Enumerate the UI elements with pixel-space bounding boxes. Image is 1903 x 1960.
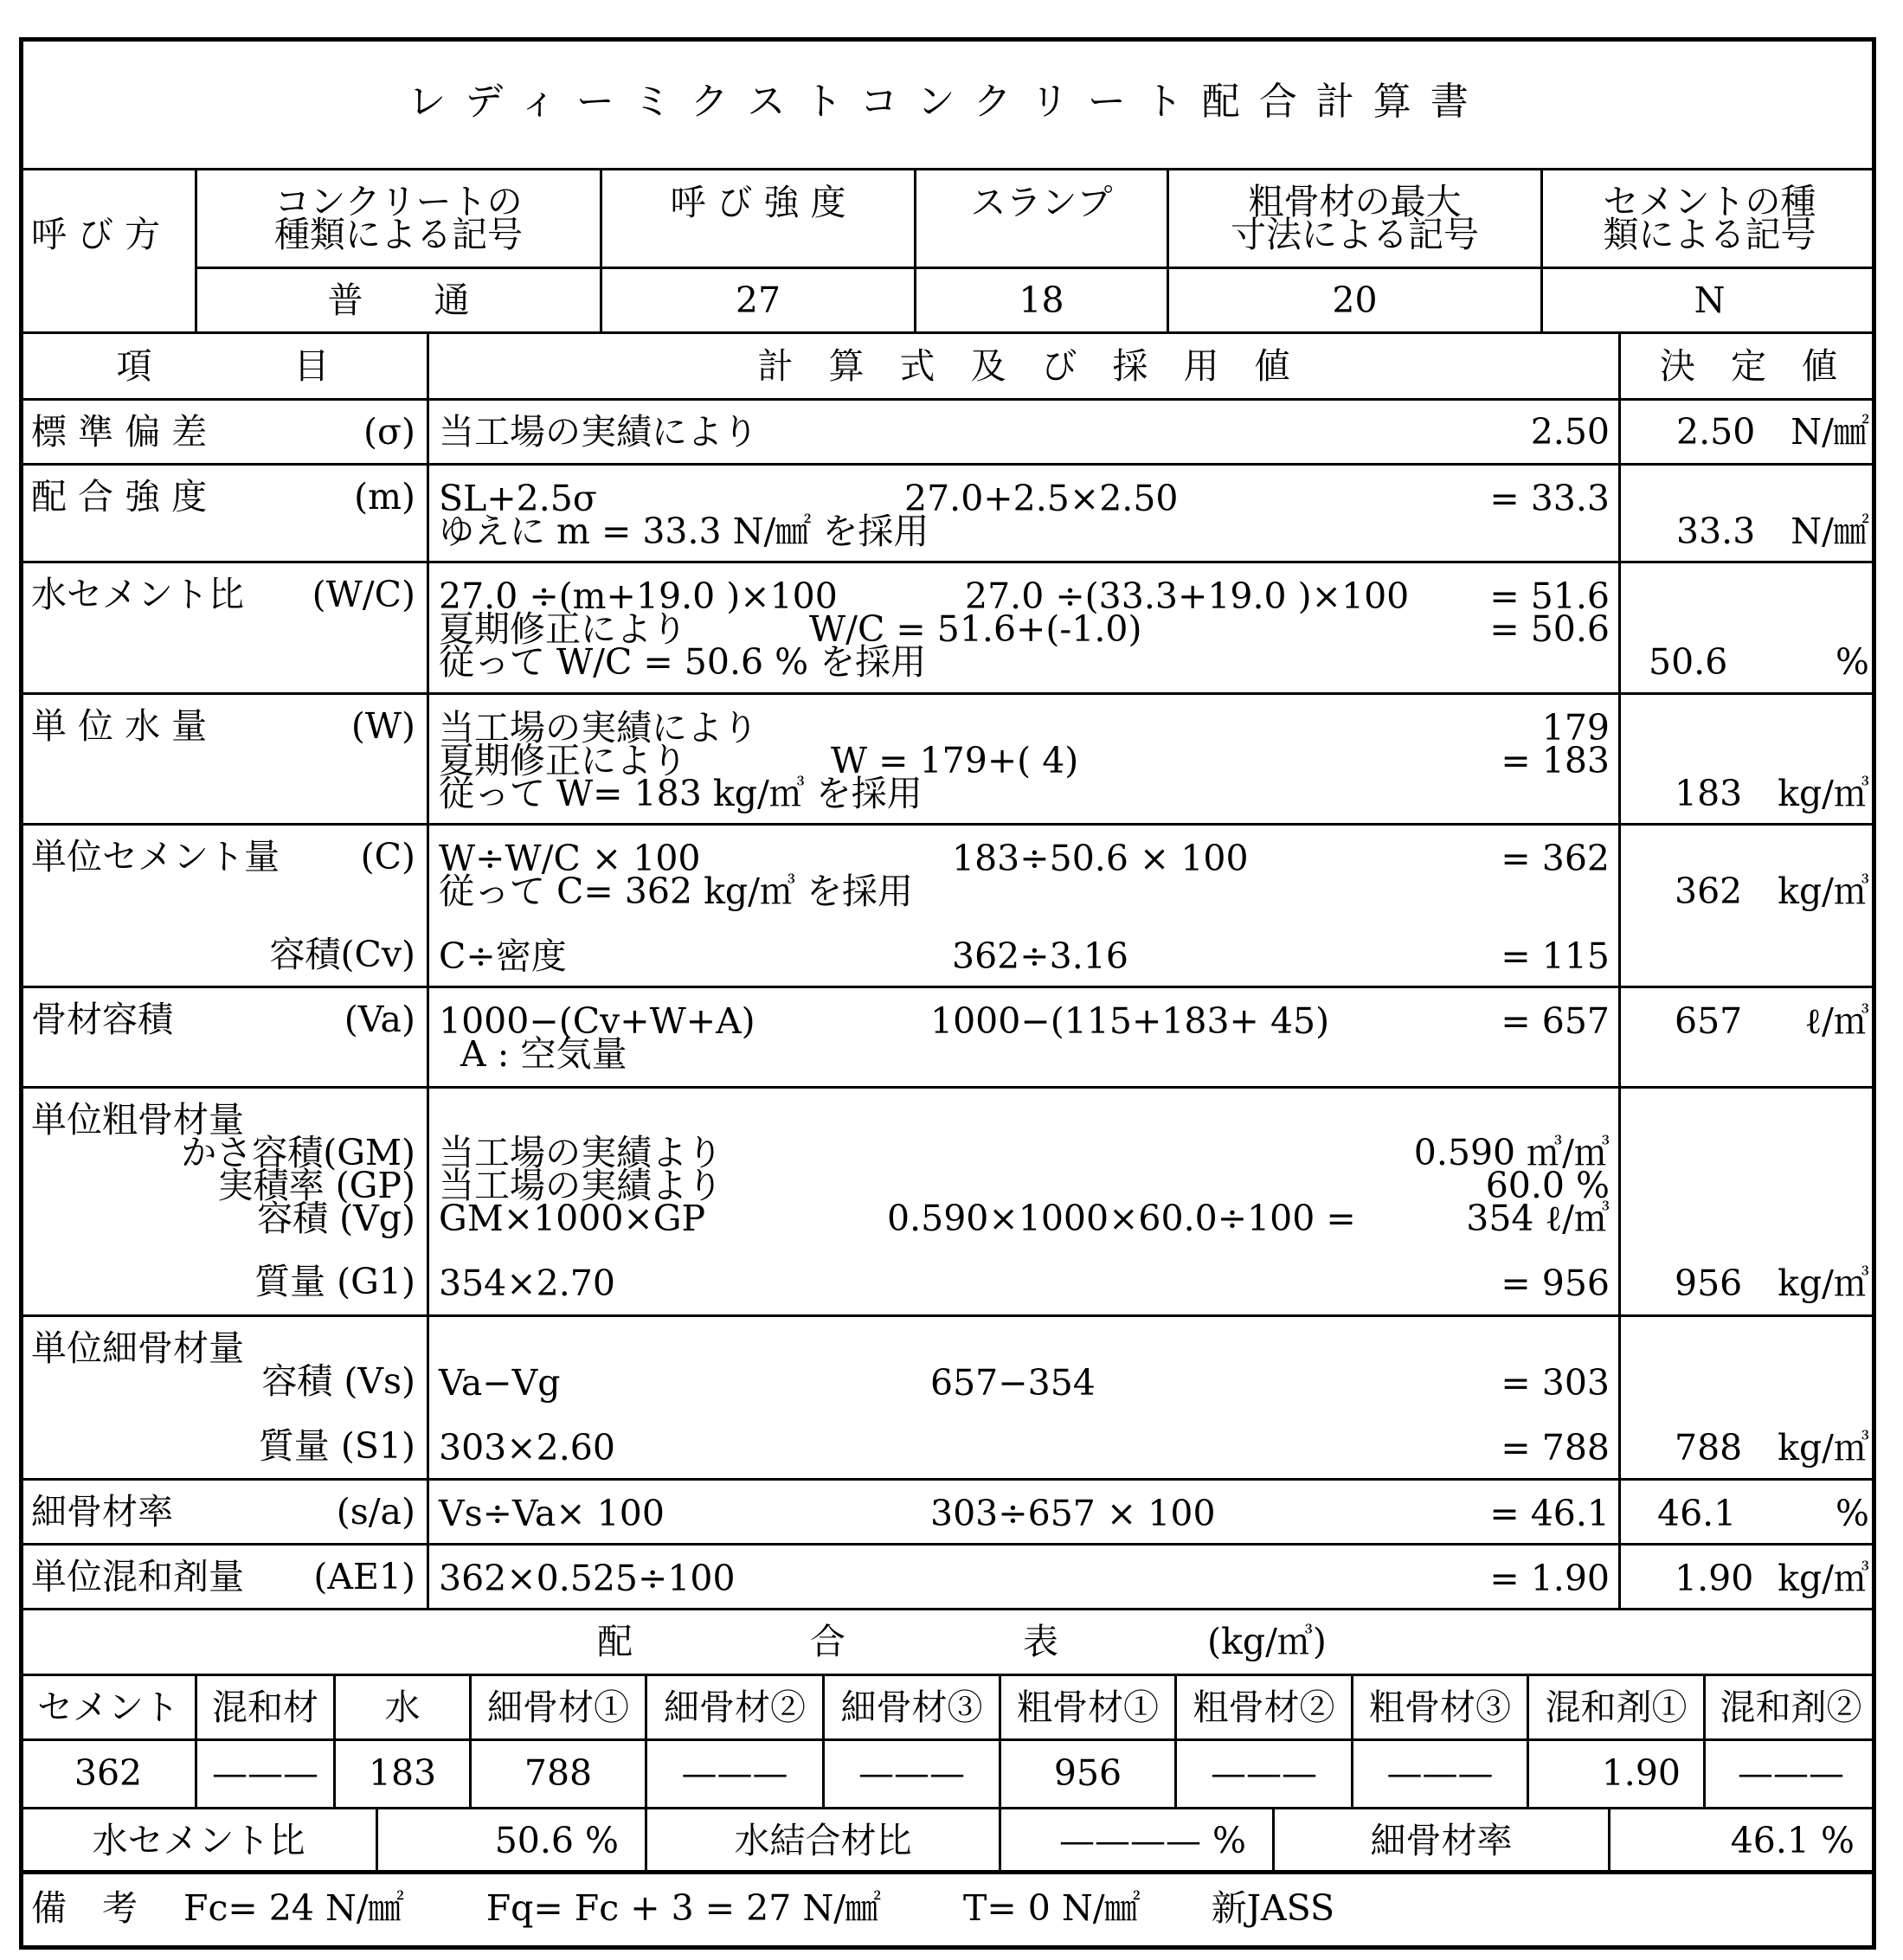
- c-formula: W÷W/C × 100: [439, 838, 701, 879]
- g1-text: 354×2.70: [439, 1263, 615, 1304]
- sigma-symbol: (σ): [363, 411, 415, 453]
- s1-text: 303×2.60: [439, 1427, 615, 1468]
- cv-value: = 115: [1501, 935, 1610, 977]
- c-value: = 362: [1501, 838, 1610, 879]
- formula-header: 計 算 式 及 び 採 用 値: [757, 345, 1290, 387]
- c-calc: 183÷50.6 × 100: [952, 838, 1249, 879]
- va-symbol: (Va): [344, 999, 415, 1040]
- sigma-decided: 2.50 N/㎟: [1676, 411, 1869, 453]
- summary-wc-label: 水セメント比: [92, 1820, 305, 1861]
- ae-symbol: (AE1): [313, 1556, 415, 1597]
- mix-header: 混和剤②: [1720, 1687, 1862, 1728]
- sa-calc: 303÷657 × 100: [930, 1493, 1216, 1534]
- g-decided-unit: kg/㎥: [1778, 1263, 1869, 1304]
- agg-header-1: 粗骨材の最大: [1248, 181, 1462, 222]
- w-symbol: (W): [350, 705, 415, 747]
- cement-header-2: 類による記号: [1603, 214, 1816, 255]
- w-decided-value: 183: [1675, 773, 1743, 814]
- cement-value: N: [1694, 280, 1726, 321]
- mix-header: 細骨材①: [487, 1687, 629, 1728]
- slump-value: 18: [1019, 280, 1064, 321]
- m-symbol: (m): [354, 476, 415, 517]
- summary-wb-value: ———— %: [1059, 1820, 1246, 1861]
- wc-formula: 27.0 ÷(m+19.0 )×100: [439, 575, 838, 617]
- c-decided-unit: kg/㎥: [1778, 871, 1869, 912]
- m-value: = 33.3: [1489, 478, 1610, 519]
- cv-calc: 362÷3.16: [952, 935, 1128, 977]
- ae-decided-unit: kg/㎥: [1778, 1558, 1869, 1599]
- c-decided-value: 362: [1675, 871, 1743, 912]
- sigma-text: 当工場の実績により: [439, 411, 758, 453]
- w-summer-calc: W = 179+( 4): [831, 740, 1079, 781]
- wc-adopt: 従って W/C = 50.6 % を採用: [439, 641, 927, 683]
- gp-value: 60.0 %: [1485, 1165, 1610, 1206]
- s1-value: = 788: [1501, 1427, 1610, 1468]
- w-decided-unit: kg/㎥: [1778, 773, 1869, 814]
- slump-header: スランプ: [970, 182, 1113, 223]
- sigma-label: 標 準 偏 差: [31, 411, 208, 453]
- vg-text: GM×1000×GP: [439, 1198, 706, 1239]
- mix-value: ———: [681, 1752, 788, 1794]
- sa-decided-value: 46.1: [1657, 1493, 1737, 1534]
- summary-wb-label: 水結合材比: [734, 1820, 912, 1861]
- gm-text: 当工場の実績より: [439, 1132, 723, 1173]
- mix-value: 788: [524, 1752, 593, 1794]
- mix-header: 混和剤①: [1545, 1687, 1688, 1728]
- decided-header: 決 定 値: [1660, 345, 1837, 387]
- s-decided-value: 788: [1675, 1427, 1743, 1468]
- gm-label: かさ容積(GM): [181, 1132, 415, 1173]
- c-symbol: (C): [360, 836, 415, 877]
- w-text: 当工場の実績により: [439, 707, 758, 749]
- agg-value: 20: [1332, 280, 1378, 321]
- mix-value: ———: [858, 1752, 965, 1794]
- m-calc: 27.0+2.5×2.50: [904, 478, 1179, 519]
- gp-text: 当工場の実績より: [439, 1165, 723, 1206]
- va-label: 骨材容積: [31, 999, 173, 1040]
- notes-text: Fc= 24 N/㎟ Fq= Fc + 3 = 27 N/㎟ T= 0 N/㎟ 新JASS: [183, 1887, 1335, 1929]
- ae-formula: 362×0.525÷100: [439, 1558, 736, 1599]
- summary-wc-value: 50.6 %: [494, 1820, 619, 1861]
- strength-header: 呼 び 強 度: [670, 182, 846, 223]
- sa-label: 細骨材率: [31, 1491, 173, 1533]
- wc-summer-text: 夏期修正により: [439, 608, 687, 650]
- sa-formula: Vs÷Va× 100: [439, 1493, 665, 1534]
- page-title: レディーミクストコンクリート配合計算書: [408, 80, 1488, 124]
- wc-calc: 27.0 ÷(33.3+19.0 )×100: [965, 575, 1410, 617]
- vs-value: = 303: [1501, 1362, 1610, 1404]
- kind-header-1: コンクリートの: [274, 181, 523, 222]
- w-summer-value: = 183: [1501, 740, 1610, 781]
- m-label: 配 合 強 度: [31, 476, 208, 517]
- mix-header: 混和材: [212, 1687, 318, 1728]
- s-decided-unit: kg/㎥: [1778, 1427, 1869, 1468]
- sa-decided-unit: %: [1835, 1493, 1869, 1534]
- g1-value: = 956: [1501, 1263, 1610, 1304]
- mix-calculation-sheet: [19, 37, 1876, 1950]
- wc-decided-value: 50.6: [1649, 641, 1728, 683]
- s1-label: 質量 (S1): [258, 1425, 415, 1467]
- wc-summer-calc: W/C = 51.6+(-1.0): [809, 608, 1142, 650]
- cement-header-1: セメントの種: [1603, 181, 1816, 222]
- sa-value: = 46.1: [1489, 1493, 1610, 1534]
- kind-header-2: 種類による記号: [274, 214, 523, 255]
- vs-label: 容積 (Vs): [261, 1360, 415, 1402]
- vg-label: 容積 (Vg): [257, 1198, 415, 1239]
- vg-calc: 0.590×1000×60.0÷100 =: [887, 1198, 1356, 1239]
- m-formula: SL+2.5σ: [439, 478, 597, 519]
- va-calc: 1000−(115+183+ 45): [930, 1000, 1330, 1042]
- mix-value: ———: [1386, 1752, 1494, 1794]
- gp-label: 実積率 (GP): [217, 1165, 415, 1206]
- gm-value: 0.590 ㎥/㎥: [1413, 1132, 1610, 1173]
- mix-value: ———: [1738, 1752, 1844, 1794]
- w-label: 単 位 水 量: [31, 705, 208, 747]
- va-formula: 1000−(Cv+W+A): [439, 1000, 755, 1042]
- vg-value: 354 ℓ/㎥: [1466, 1198, 1610, 1239]
- va-air-note: A : 空気量: [460, 1033, 627, 1075]
- ae-value: = 1.90: [1489, 1558, 1610, 1599]
- c-adopt: 従って C= 362 kg/㎥ を採用: [439, 871, 914, 912]
- cv-formula: C÷密度: [439, 935, 567, 977]
- cv-label: 容積(Cv): [269, 934, 415, 975]
- vs-text: Va−Vg: [439, 1362, 561, 1404]
- mix-value: 956: [1053, 1752, 1122, 1794]
- summary-sa-label: 細骨材率: [1370, 1820, 1513, 1861]
- ae-decided-value: 1.90: [1675, 1558, 1754, 1599]
- mix-header: セメント: [37, 1687, 179, 1728]
- va-value: = 657: [1501, 1000, 1610, 1042]
- mix-value: ———: [212, 1752, 318, 1794]
- mix-header: 細骨材③: [840, 1687, 983, 1728]
- wc-value: = 51.6: [1489, 575, 1610, 617]
- yobikata-label: 呼 び 方: [31, 214, 161, 255]
- va-decided-unit: ℓ/㎥: [1804, 1000, 1869, 1042]
- va-decided-value: 657: [1675, 1000, 1743, 1042]
- w-summer-text: 夏期修正により: [439, 740, 687, 781]
- s-label: 単位細骨材量: [31, 1327, 244, 1369]
- vs-calc: 657−354: [930, 1362, 1096, 1404]
- mix-header: 細骨材②: [664, 1687, 806, 1728]
- wc-summer-value: = 50.6: [1489, 608, 1610, 650]
- mix-value: 183: [368, 1752, 437, 1794]
- mix-header: 水: [384, 1687, 421, 1728]
- m-decided: 33.3 N/㎟: [1676, 511, 1869, 552]
- m-adopt: ゆえに m = 33.3 N/㎟ を採用: [439, 511, 929, 552]
- mix-table-title: 配 合 表: [597, 1621, 1058, 1662]
- item-header: 項 目: [116, 345, 330, 387]
- sa-symbol: (s/a): [336, 1491, 415, 1533]
- w-adopt: 従って W= 183 kg/㎥ を採用: [439, 773, 923, 814]
- ae-label: 単位混和剤量: [31, 1556, 244, 1597]
- w-base-value: 179: [1541, 707, 1610, 749]
- wc-label: 水セメント比: [31, 574, 244, 615]
- c-label: 単位セメント量: [31, 836, 280, 877]
- mix-header: 粗骨材③: [1369, 1687, 1511, 1728]
- agg-header-2: 寸法による記号: [1231, 214, 1479, 255]
- sigma-value: 2.50: [1530, 411, 1610, 453]
- kind-value: 普 通: [327, 280, 470, 321]
- mix-header: 粗骨材①: [1017, 1687, 1159, 1728]
- mix-table-unit: (kg/㎥): [1207, 1621, 1327, 1662]
- g-decided-value: 956: [1675, 1263, 1743, 1304]
- notes-label: 備 考: [31, 1887, 138, 1929]
- summary-sa-value: 46.1 %: [1730, 1820, 1855, 1861]
- mix-value: 1.90: [1601, 1752, 1681, 1794]
- g1-label: 質量 (G1): [254, 1261, 415, 1302]
- mix-value: ———: [1211, 1752, 1317, 1794]
- strength-value: 27: [735, 280, 781, 321]
- wc-symbol: (W/C): [312, 574, 415, 615]
- wc-decided-unit: %: [1835, 641, 1869, 683]
- mix-value: 362: [74, 1752, 143, 1794]
- mix-header: 粗骨材②: [1193, 1687, 1335, 1728]
- g-label: 単位粗骨材量: [31, 1099, 244, 1141]
